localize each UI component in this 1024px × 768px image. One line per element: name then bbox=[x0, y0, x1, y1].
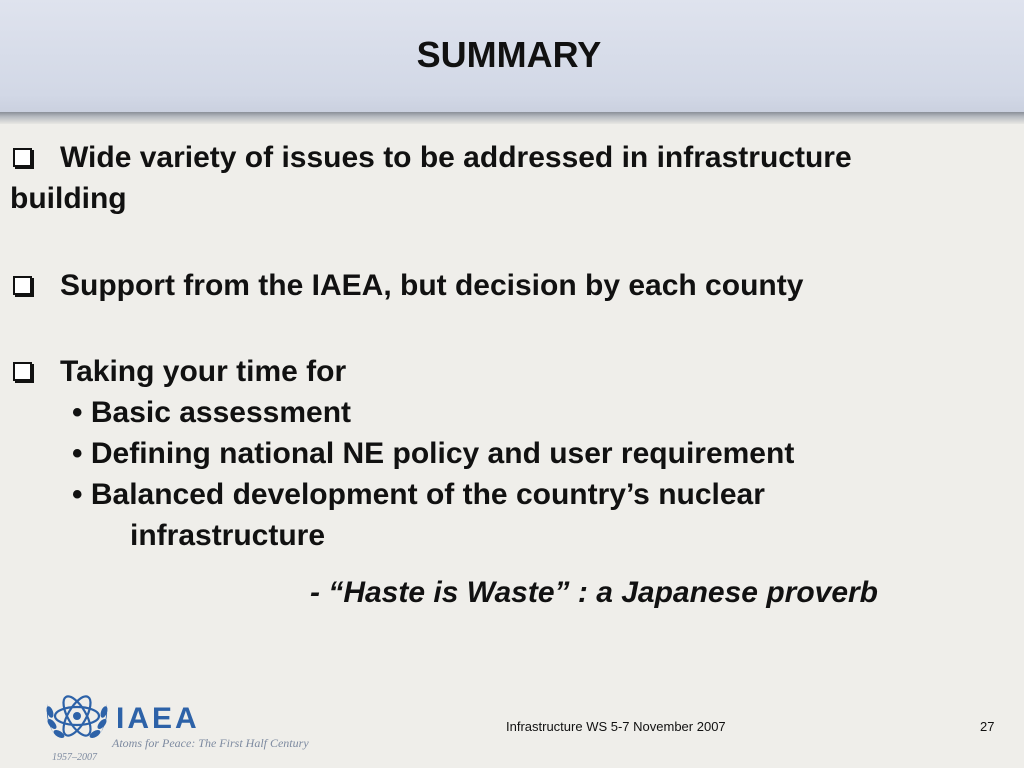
sub-bullet-text: Basic assessment bbox=[90, 396, 352, 429]
logo-tagline: Atoms for Peace: The First Half Century bbox=[112, 736, 309, 750]
sub-bullet-3 bbox=[72, 477, 765, 513]
sub-bullet-marker: • bbox=[72, 478, 83, 511]
sub-bullet-2 bbox=[72, 436, 794, 472]
sub-bullet-text: Defining national NE policy and user requirement bbox=[90, 437, 795, 470]
sub-bullet-text: Balanced development of the country’s nuclear bbox=[90, 478, 765, 511]
logo-years: 1957–2007 bbox=[52, 752, 97, 763]
slide-title: SUMMARY bbox=[416, 34, 602, 75]
atom-laurel-icon bbox=[40, 686, 114, 752]
sub-bullet-marker: • bbox=[72, 437, 83, 470]
sub-bullet-1 bbox=[72, 395, 351, 431]
footer-event: Infrastructure WS 5-7 November 2007 bbox=[506, 719, 726, 734]
bullet-1-line-2: building bbox=[10, 182, 127, 215]
sub-bullet-marker: • bbox=[72, 396, 83, 429]
checkbox-icon bbox=[13, 362, 32, 381]
bullet-2-line: Support from the IAEA, but decision by each county bbox=[60, 269, 804, 302]
checkbox-icon bbox=[13, 148, 32, 167]
bullet-3-line: Taking your time for bbox=[60, 355, 347, 388]
bullet-1-line-1: Wide variety of issues to be addressed in infrastructure bbox=[60, 141, 852, 174]
sub-bullet-3-continuation: infrastructure bbox=[130, 519, 326, 552]
proverb-quote: - “Haste is Waste” : a Japanese proverb bbox=[310, 576, 879, 609]
iaea-logo bbox=[40, 686, 320, 766]
logo-wordmark: IAEA bbox=[116, 702, 200, 735]
checkbox-icon bbox=[13, 276, 32, 295]
page-number: 27 bbox=[980, 719, 995, 734]
